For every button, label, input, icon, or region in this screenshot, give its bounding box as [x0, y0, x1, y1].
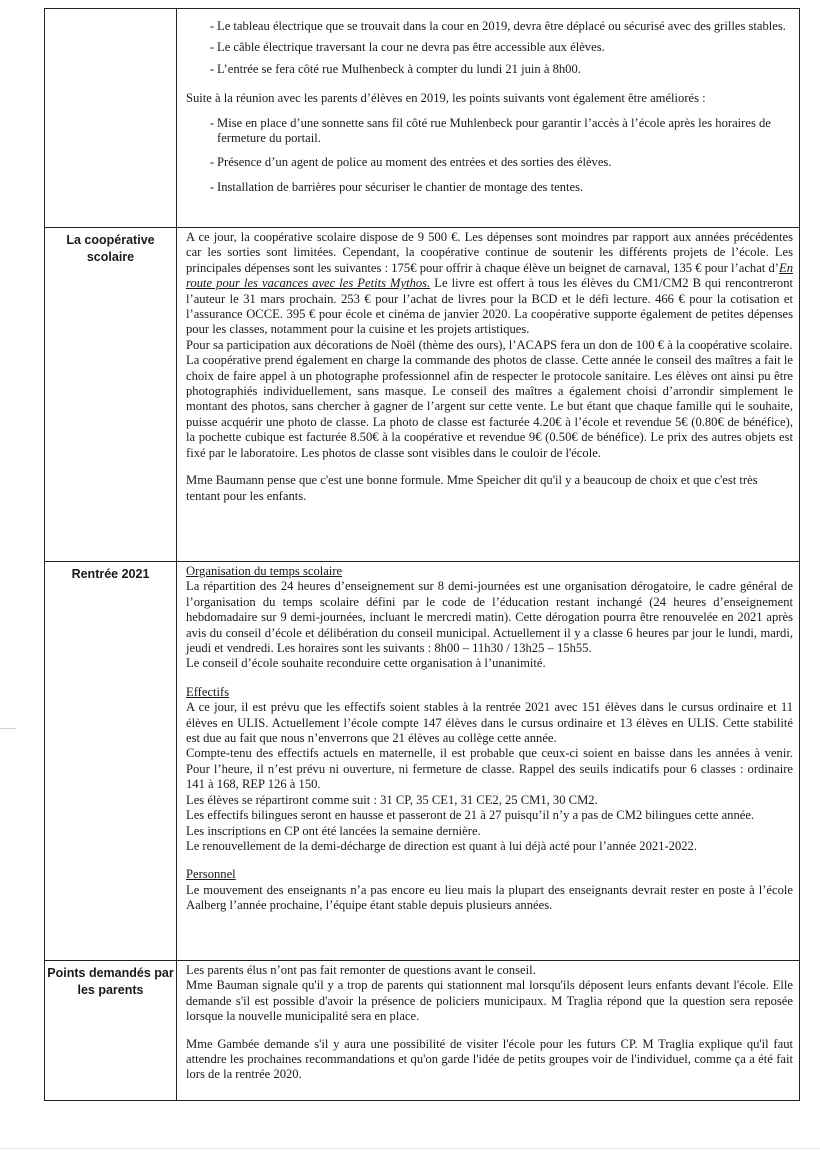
scan-fold-mark — [0, 728, 16, 729]
document-page — [44, 8, 793, 1101]
parents-paragraph: Mme Gambée demande s'il y aura une possibilité de visiter l'école pour les futurs CP. M Traglia explique qu'il faut attendre les prochaines recommandations et qu'on garde l'idée de petits groupes voir de l'individuel, comme ça a été fait lors de la rentrée 2020. — [186, 1036, 793, 1082]
cooperative-paragraph-2: Pour sa participation aux décorations de Noël (thème des ours), l’ACAPS fera un don de 100 € à la coopérative scolaire. — [186, 337, 793, 352]
list-item: - Le tableau électrique que se trouvait dans la cour en 2019, devra être déplacé ou sécurisé avec des grilles stables. — [210, 19, 786, 33]
cooperative-paragraph-1: A ce jour, la coopérative scolaire dispose de 9 500 €. Les dépenses sont moindres par rapport aux années précédentes car les sorties sont limitées. Cependant, la coopérative continue de soutenir les différents projets de l’école. Les principales dépenses sont les suivantes : 175€ pour offrir à chaque élève un beignet de carnaval, 135 € pour l’achat d’En route pour les vacances avec les Petits Mythos. Le livre est offert à tous les élèves du CM1/CM2 B qui rencontreront l’auteur le 31 mars prochain. 253 € pour l’achat de livres pour la BCD et le défi lecture. 466 € pour la cotisation et l’assurance OCCE. 395 € pour école et cinéma de janvier 2020. La coopérative supporte également de petites dépenses pour les classes, notamment pour la cuisine et les projets artistiques. — [186, 230, 793, 337]
list-item: - Mise en place d’une sonnette sans fil côté rue Muhlenbeck pour garantir l’accès à l’école après les horaires de fermeture du portail. — [210, 115, 771, 146]
row-label-parents: Points demandés par les parents — [45, 961, 177, 1101]
parents-paragraph: Mme Bauman signale qu'il y a trop de parents qui stationnent mal lorsqu'ils déposent leurs enfants devant l'école. Elle demande s'il est possible d'avoir la présence de policiers municipaux. M Traglia répond que la question sera reposée lorsque la nouvelle municipalité sera en place. — [186, 978, 793, 1024]
row-label-empty — [45, 9, 177, 228]
table-row — [45, 9, 800, 228]
section-heading: Personnel — [186, 867, 236, 882]
rentree-paragraph: Le renouvellement de la demi-décharge de direction est quant à lui déjà acté pour l’année 2021-2022. — [186, 838, 698, 853]
cooperative-paragraph-4: Mme Baumann pense que c'est une bonne formule. Mme Speicher dit qu'il y a beaucoup de choix et que c'est très tentant pour les enfants. — [186, 473, 758, 503]
rentree-paragraph: Compte-tenu des effectifs actuels en maternelle, il est probable que ceux-ci soient en baisse dans les années à venir. Pour l’heure, il n’est prévu ni ouverture, ni fermeture de classe. Rappel des seuils indicatifs pour 6 classes : ordinaire 141 à 168, REP 126 à 150. — [186, 746, 793, 792]
list-item: - Présence d’un agent de police au moment des entrées et des sorties des élèves. — [210, 155, 612, 170]
book-title: En route pour les vacances avec les Petits Mythos. — [186, 260, 793, 291]
row-label-cooperative: La coopérative scolaire — [45, 228, 177, 562]
parents-cell — [177, 961, 800, 1101]
list-item: - Le câble électrique traversant la cour ne devra pas être accessible aux élèves. — [210, 40, 605, 55]
section-heading: Organisation du temps scolaire — [186, 564, 343, 578]
row-label-rentree: Rentrée 2021 — [45, 562, 177, 961]
rentree-paragraph: Les inscriptions en CP ont été lancées la semaine dernière. — [186, 823, 481, 838]
intro-paragraph: Suite à la réunion avec les parents d’élèves en 2019, les points suivants vont également être améliorés : — [186, 91, 706, 106]
rentree-paragraph: A ce jour, il est prévu que les effectifs soient stables à la rentrée 2021 avec 151 élèves dans le cursus ordinaire et 11 élèves en ULIS. Actuellement l’école compte 147 élèves dans le cursus ordinaire et 13 élèves en ULIS. Cette stabilité est due au fait que nous n’enverrons que 21 élèves au collège cette année. — [186, 700, 793, 746]
cooperative-paragraph-3: La coopérative prend également en charge la commande des photos de classe. Cette année le conseil des maîtres a fait le choix de faire appel à un photographe professionnel afin de respecter le protocole sanitaire. Les élèves ont ainsi pu être photographiés individuellement, sans masque. Le conseil des maîtres a également choisi d’arrondir simplement le montant des photos, sans chercher à gagner de l’argent sur cette vente. Le but étant que chaque famille qui le souhaite, puisse acquérir une photo de classe. La photo de classe est facturée 4.20€ à l’école et revendue 5€ (0.80€ de bénéfice), la pochette cubique est facturée 8.50€ à la coopérative et revendue 9€ (0.50€ de bénéfice). Le prix des autres objets est fixé par le laboratoire. Les photos de classe sont visibles dans le couloir de l'école. — [186, 353, 793, 460]
parents-paragraph: Les parents élus n’ont pas fait remonter de questions avant le conseil. — [186, 963, 536, 977]
rentree-paragraph: Les effectifs bilingues seront en hausse et passeront de 21 à 27 puisqu’il n’y a pas de CM2 bilingues cette année. — [186, 808, 755, 823]
list-item: - L’entrée se fera côté rue Mulhenbeck à compter du lundi 21 juin à 8h00. — [210, 61, 581, 76]
security-measures-cell — [177, 9, 800, 228]
scan-edge-shadow — [0, 1148, 820, 1149]
table-row — [45, 961, 800, 1101]
cooperative-cell — [177, 228, 800, 562]
minutes-table — [44, 8, 800, 1101]
rentree-paragraph: Les élèves se répartiront comme suit : 31 CP, 35 CE1, 31 CE2, 25 CM1, 30 CM2. — [186, 792, 598, 807]
rentree-paragraph: Le conseil d’école souhaite reconduire cette organisation à l’unanimité. — [186, 656, 546, 671]
table-row — [45, 562, 800, 961]
table-row — [45, 228, 800, 562]
rentree-cell — [177, 562, 800, 961]
rentree-paragraph: Le mouvement des enseignants n’a pas encore eu lieu mais la plupart des enseignants devrait rester en poste à l’école Aalberg l’année prochaine, l’équipe étant stable depuis plusieurs années. — [186, 882, 793, 913]
list-item: - Installation de barrières pour sécuriser le chantier de montage des tentes. — [210, 179, 584, 194]
section-heading: Effectifs — [186, 684, 230, 699]
rentree-paragraph: La répartition des 24 heures d’enseignement sur 8 demi-journées est une organisation dérogatoire, le cadre général de l’organisation du temps scolaire défini par le code de l’éducation restant inchangé (24 heures d’enseignement hebdomadaire sur 9 demi-journées, incluant le mercredi matin). Cette dérogation pourra être renouvelée en 2021 après avis du conseil d’école et délibération du conseil municipal. Actuellement il y a classe 6 heures par jour le lundi, mardi, jeudi et vendredi. Les horaires sont les suivants : 8h00 – 11h30 / 13h25 – 15h55. — [186, 579, 793, 656]
